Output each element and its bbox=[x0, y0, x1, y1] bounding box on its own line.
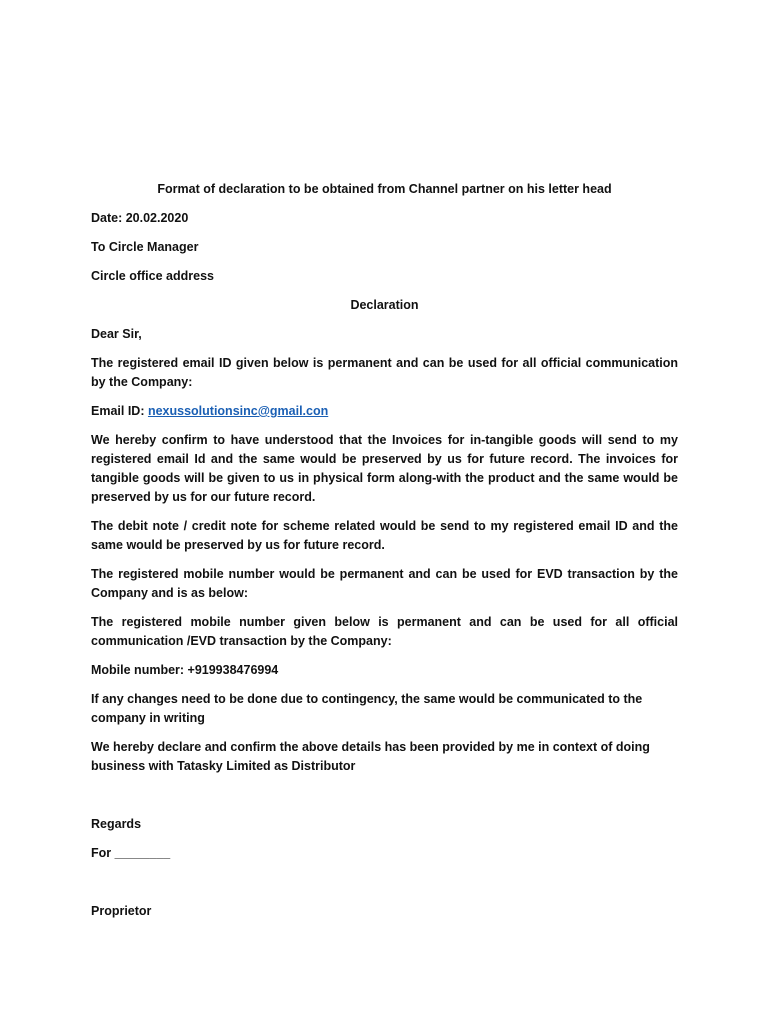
salutation: Dear Sir, bbox=[91, 327, 142, 341]
date-line: Date: 20.02.2020 bbox=[91, 211, 189, 225]
changes-paragraph: If any changes need to be done due to contingency, the same would be communicated to the company in writing bbox=[91, 692, 643, 725]
proprietor-line: Proprietor bbox=[91, 904, 152, 918]
recipient-line: To Circle Manager bbox=[91, 240, 199, 254]
declaration-heading: Declaration bbox=[350, 298, 419, 312]
mobile-official-paragraph: The registered mobile number given below is permanent and can be used for all official communication /EVD transaction by the Company: bbox=[91, 615, 678, 648]
email-intro-paragraph: The registered email ID given below is permanent and can be used for all official communication by the Company: bbox=[91, 356, 678, 389]
mobile-number-line: Mobile number: +919938476994 bbox=[91, 663, 279, 677]
mobile-evd-paragraph: The registered mobile number would be permanent and can be used for EVD transaction by the Company and is as below: bbox=[91, 567, 678, 600]
invoices-paragraph: We hereby confirm to have understood that the Invoices for in-tangible goods will send to my registered email Id and the same would be preserved by us for future record. The invoices for tangible goods will be given to us in physical form along-with the product and the same would be preserved by us for our future record. bbox=[91, 433, 678, 504]
for-line: For ________ bbox=[91, 846, 171, 860]
document-title: Format of declaration to be obtained from Channel partner on his letter head bbox=[157, 182, 612, 196]
email-label: Email ID: bbox=[91, 404, 148, 418]
email-link[interactable]: nexussolutionsinc@gmail.con bbox=[147, 404, 329, 418]
email-line bbox=[91, 402, 678, 421]
regards-line: Regards bbox=[91, 817, 142, 831]
debit-note-paragraph: The debit note / credit note for scheme related would be send to my registered email ID and the same would be preserved by us for future record. bbox=[91, 519, 678, 552]
declare-paragraph: We hereby declare and confirm the above details has been provided by me in context of doing business with Tatasky Limited as Distributor bbox=[91, 740, 650, 773]
address-line: Circle office address bbox=[91, 269, 214, 283]
declaration-body bbox=[91, 180, 678, 921]
